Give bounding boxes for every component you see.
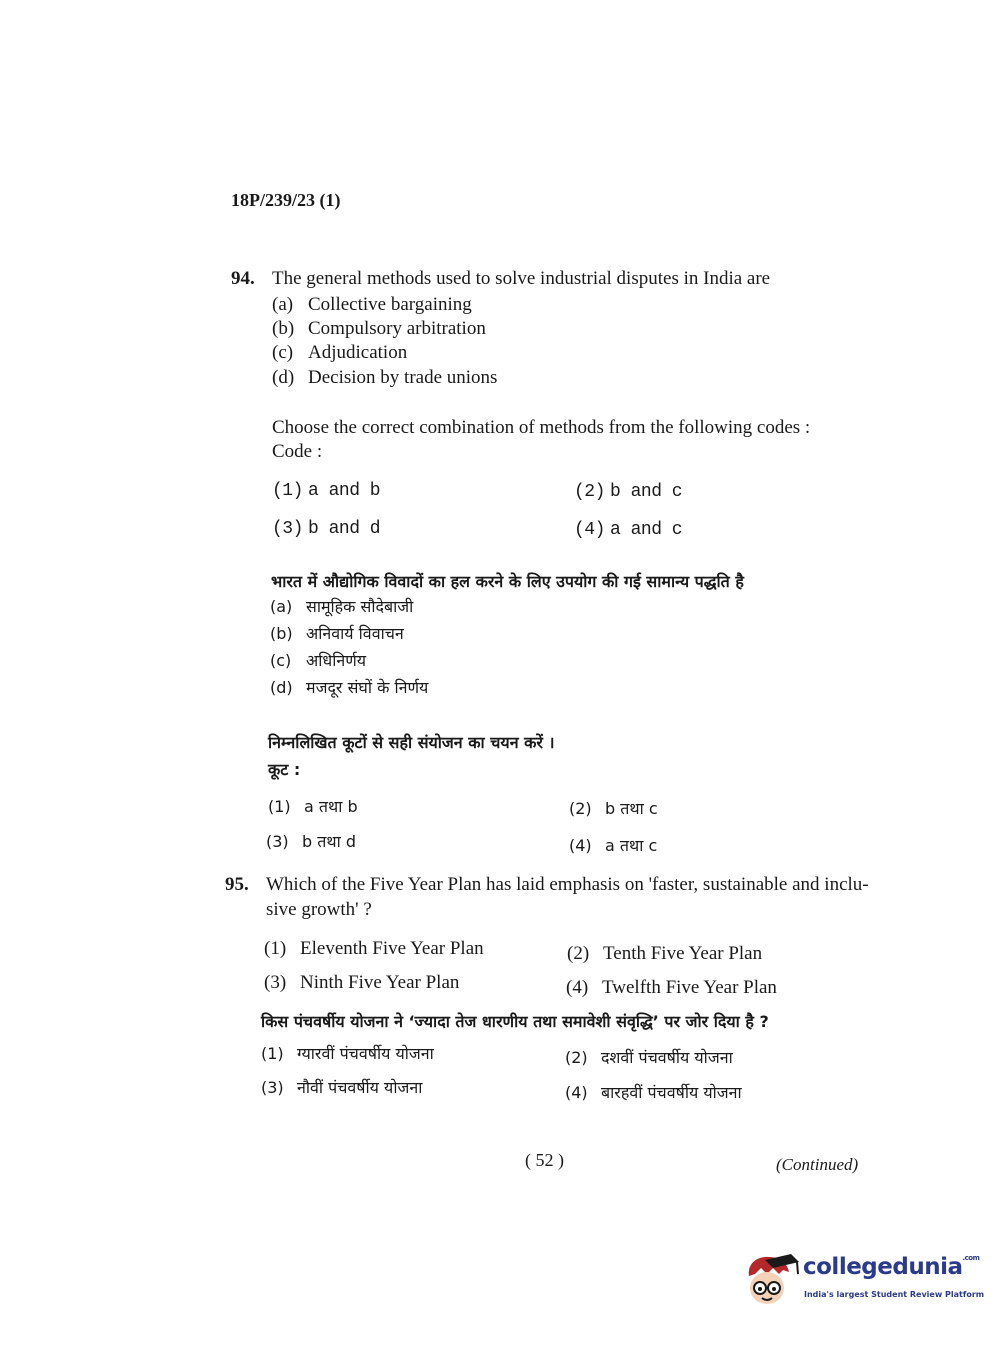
code-text: a तथा b <box>304 797 358 816</box>
q94-code-label-hi: कूट : <box>268 760 301 779</box>
q95-option-3-hi <box>261 1076 422 1098</box>
option-number: (2) <box>565 1048 588 1067</box>
item-text: Collective bargaining <box>308 294 472 315</box>
q94-item-b-hi <box>270 622 404 644</box>
question-number-94: 94. <box>231 268 255 289</box>
option-text: नौवीं पंचवर्षीय योजना <box>297 1078 423 1097</box>
q94-code-2-en <box>574 482 682 502</box>
question-95-hi: किस पंचवर्षीय योजना ने ‘ज्यादा तेज धारणीय तथा समावेशी संवृद्धि’ पर जोर दिया है ? <box>261 1012 769 1031</box>
q94-code-4-en <box>574 520 682 540</box>
code-number: (4) <box>574 520 605 540</box>
q94-code-1-en <box>272 481 380 501</box>
code-number: (3) <box>266 832 289 851</box>
question-95-en-line2: sive growth' ? <box>266 899 372 920</box>
option-text: Twelfth Five Year Plan <box>602 977 777 998</box>
code-number: (2) <box>574 482 605 502</box>
q94-code-4-hi <box>569 834 657 856</box>
question-number-95: 95. <box>225 874 249 895</box>
option-text: ग्यारवीं पंचवर्षीय योजना <box>297 1044 434 1063</box>
code-number: (3) <box>272 519 303 539</box>
code-text: b and d <box>308 519 381 539</box>
q94-code-label-en: Code : <box>272 441 323 462</box>
item-marker: (b) <box>272 318 295 339</box>
item-marker: (d) <box>272 367 295 388</box>
q95-option-4-hi <box>565 1081 742 1103</box>
option-text: Ninth Five Year Plan <box>300 972 460 993</box>
q94-instruction-en: Choose the correct combination of methods from the following codes : <box>272 417 811 438</box>
q94-code-1-hi <box>268 795 358 817</box>
item-marker: (c) <box>270 651 292 670</box>
logo-brand-text <box>803 1254 979 1280</box>
collegedunia-logo <box>743 1252 985 1312</box>
code-number: (2) <box>569 799 592 818</box>
q94-code-2-hi <box>569 797 658 819</box>
code-text: a तथा c <box>605 836 658 855</box>
code-text: b तथा d <box>302 832 356 851</box>
q94-item-c-en <box>272 342 407 364</box>
item-marker: (a) <box>270 597 293 616</box>
option-number: (3) <box>261 1078 284 1097</box>
question-95-en-line1: Which of the Five Year Plan has laid emphasis on 'faster, sustainable and inclu- <box>266 874 869 895</box>
q95-option-2-hi <box>565 1046 733 1068</box>
logo-domain-suffix: .com <box>962 1254 980 1262</box>
question-94-hi: भारत में औद्योगिक विवादों का हल करने के लिए उपयोग की गई सामान्य पद्धति है <box>271 572 744 591</box>
q94-code-3-hi <box>266 830 356 852</box>
code-number: (1) <box>268 797 291 816</box>
item-marker: (a) <box>272 294 294 315</box>
code-number: (4) <box>569 836 592 855</box>
item-text: अनिवार्य विवाचन <box>306 624 404 643</box>
q94-item-a-en <box>272 294 472 316</box>
q95-option-2-en <box>567 943 762 965</box>
option-number: (2) <box>567 943 590 964</box>
option-number: (1) <box>261 1044 284 1063</box>
option-text: बारहवीं पंचवर्षीय योजना <box>601 1083 742 1102</box>
item-text: Compulsory arbitration <box>308 318 486 339</box>
code-text: b तथा c <box>605 799 658 818</box>
q94-item-d-en <box>272 367 497 389</box>
paper-code: 18P/239/23 (1) <box>231 190 341 210</box>
q95-option-4-en <box>566 977 777 999</box>
option-text: Tenth Five Year Plan <box>603 943 763 964</box>
q95-option-1-en <box>264 938 484 960</box>
code-text: a and b <box>308 481 381 501</box>
mascot-icon <box>743 1252 801 1310</box>
option-text: दशवीं पंचवर्षीय योजना <box>601 1048 733 1067</box>
item-text: मजदूर संघों के निर्णय <box>306 678 429 697</box>
item-marker: (d) <box>270 678 293 697</box>
q94-item-b-en <box>272 318 486 340</box>
logo-brand: collegedunia <box>803 1254 963 1280</box>
option-number: (1) <box>264 938 287 959</box>
item-marker: (c) <box>272 342 294 363</box>
item-marker: (b) <box>270 624 293 643</box>
q94-item-c-hi <box>270 649 366 671</box>
option-number: (3) <box>264 972 287 993</box>
option-text: Eleventh Five Year Plan <box>300 938 484 959</box>
item-text: Adjudication <box>308 342 408 363</box>
q94-instruction-hi: निम्नलिखित कूटों से सही संयोजन का चयन करें । <box>268 733 555 752</box>
q95-option-1-hi <box>261 1042 434 1064</box>
continued-note: (Continued) <box>776 1155 859 1174</box>
code-number: (1) <box>272 481 303 501</box>
q94-item-d-hi <box>270 676 428 698</box>
item-text: Decision by trade unions <box>308 367 498 388</box>
q95-option-3-en <box>264 972 459 994</box>
question-94-en: The general methods used to solve industrial disputes in India are <box>272 268 771 289</box>
q94-item-a-hi <box>270 595 413 617</box>
code-text: b and c <box>610 482 683 502</box>
code-text: a and c <box>610 520 683 540</box>
item-text: अधिनिर्णय <box>306 651 367 670</box>
page-number: ( 52 ) <box>525 1150 564 1170</box>
q94-code-3-en <box>272 519 380 539</box>
item-text: सामूहिक सौदेबाजी <box>306 597 414 616</box>
logo-tagline: India's largest Student Review Platform <box>804 1290 985 1299</box>
option-number: (4) <box>565 1083 588 1102</box>
option-number: (4) <box>566 977 589 998</box>
